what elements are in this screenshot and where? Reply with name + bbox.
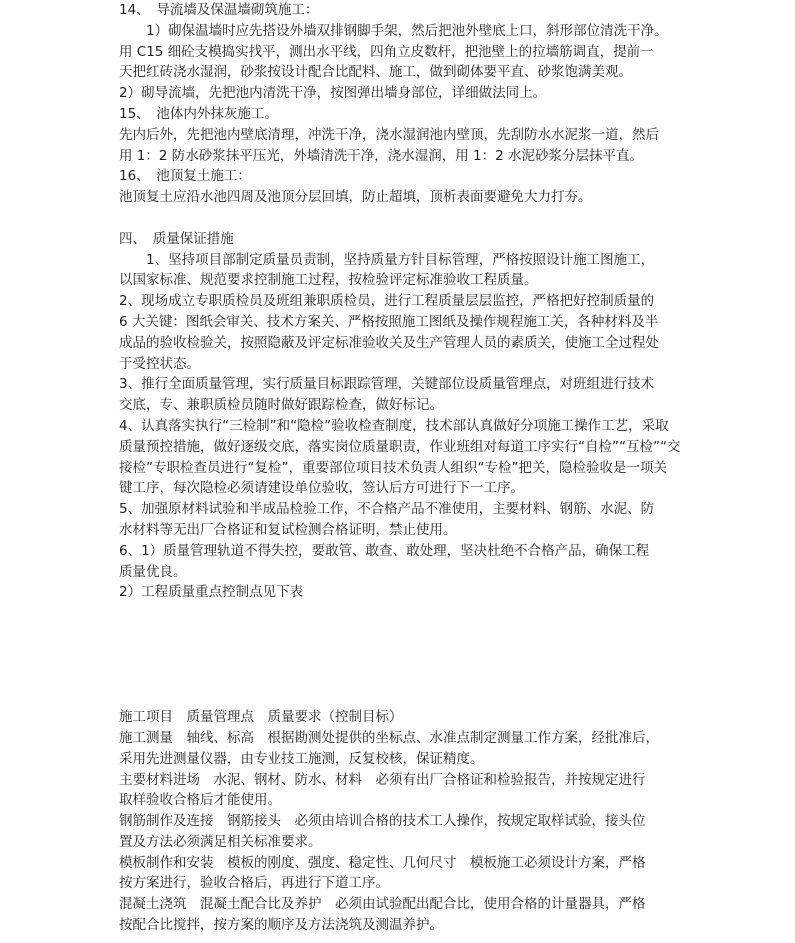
table-row: 按配合比搅拌，按方案的顺序及方法浇筑及测温养护。 — [119, 917, 443, 934]
paragraph-line: 5、加强原材料试验和半成品检验工作，不合格产品不准使用，主要材料、钢筋、水泥、防 — [119, 501, 655, 518]
paragraph-line: 2）工程质量重点控制点见下表 — [119, 584, 304, 601]
table-row: 钢筋制作及连接 钢筋接头 必须由培训合格的技术工人操作，按规定取样试验，接头位 — [119, 813, 646, 830]
table-row: 混凝土浇筑 混凝土配合比及养护 必须由试验配出配合比，使用合格的计量器具，严格 — [119, 896, 646, 913]
paragraph-line: 成品的验收检验关，按照隐蔽及评定标准验收关及生产管理人员的素质关，使施工全过程处 — [119, 334, 659, 351]
section-heading: 16、 池顶复土施工： — [119, 168, 251, 185]
paragraph-line: 先内后外，先把池内壁底清理，冲洗干净，浇水湿润池内壁顶，先刮防水水泥浆一道，然后 — [119, 126, 659, 143]
table-row: 模板制作和安装 模板的刚度、强度、稳定性、几何尺寸 模板施工必须设计方案，严格 — [119, 854, 646, 871]
section-heading: 14、 导流墙及保温墙砌筑施工： — [119, 2, 319, 18]
section-14 — [119, 0, 679, 104]
section-16 — [119, 166, 679, 208]
table-header: 施工项目 质量管理点 质量要求（控制目标） — [119, 709, 403, 726]
blank-spacer — [119, 208, 679, 229]
paragraph-line: 天把红砖浇水湿润，砂浆按设计配合比配料、施工，做到砌体要平直、砂浆饱满美观。 — [119, 64, 632, 81]
table-row: 按方案进行，验收合格后，再进行下道工序。 — [119, 875, 389, 892]
paragraph-line: 3、推行全面质量管理，实行质量目标跟踪管理，关键部位设质量管理点，对班组进行技术 — [119, 376, 655, 393]
paragraph-line: 用 1：2 防水砂浆抹平压光，外墙清洗干净，浇水湿润，用 1：2 水泥砂浆分层抹平直。 — [119, 147, 644, 164]
paragraph-line: 用 C15 细砼支模捣实找平，测出水平线，四角立皮数杆，把池壁上的拉墙筋调直，提前一 — [119, 43, 654, 60]
paragraph-line: 以国家标准、规范要求控制施工过程，按检验评定标准验收工程质量。 — [119, 272, 538, 289]
blank-spacer — [119, 603, 679, 707]
table-row: 取样验收合格后才能使用。 — [119, 792, 281, 809]
section-15 — [119, 104, 679, 166]
table-row: 主要材料进场 水泥、钢材、防水、材料 必须有出厂合格证和检验报告，并按规定进行 — [119, 771, 646, 788]
paragraph-line: 6 大关键：图纸会审关、技术方案关、严格按照施工图纸及操作规程施工关，各种材料及半 — [119, 313, 659, 330]
section-heading: 四、 质量保证措施 — [119, 230, 234, 247]
paragraph-line: 于受控状态。 — [119, 355, 200, 372]
paragraph-line: 键工序，每次隐检必须请建设单位验收，签认后方可进行下一工序。 — [119, 480, 524, 497]
paragraph-line: 6、1）质量管理轨道不得失控，要敢管、敢查、敢处理，坚决杜绝不合格产品，确保工程 — [119, 542, 650, 559]
paragraph-line: 水材料等无出厂合格证和复试检测合格证明，禁止使用。 — [119, 521, 457, 538]
paragraph-line: 2）砌导流墙，先把池内清洗干净，按图弹出墙身部位，详细做法同上。 — [119, 85, 547, 102]
table-row: 采用先进测量仪器，由专业技工施测，反复校核，保证精度。 — [119, 750, 484, 767]
section-heading: 15、 池体内外抹灰施工。 — [119, 105, 278, 122]
table-row: 置及方法必须满足相关标准要求。 — [119, 833, 322, 850]
document-body — [119, 0, 679, 936]
paragraph-line: 质量优良。 — [119, 563, 187, 580]
paragraph-line: 1）砌保温墙时应先搭设外墙双排钢脚手架，然后把池外壁底上口，斜形部位清洗干净。 — [119, 22, 668, 39]
table-row: 施工测量 轴线、标高 根据勘测处提供的坐标点、水准点制定测量工作方案，经批准后， — [119, 729, 659, 746]
quality-control-table — [119, 707, 679, 936]
paragraph-line: 2、现场成立专职质检员及班组兼职质检员，进行工程质量层层监控，严格把好控制质量的 — [119, 293, 655, 310]
paragraph-line: 1、坚持项目部制定质量员责制，坚持质量方针目标管理，严格按照设计施工图施工， — [119, 251, 655, 268]
quality-assurance-section — [119, 229, 679, 603]
paragraph-line: 池顶复土应沿水池四周及池顶分层回填，防止超填，顶析表面要避免大力打夯。 — [119, 189, 592, 206]
paragraph-line: 4、认真落实执行“三检制”和“隐检”验收检查制度，技术部认真做好分项施工操作工艺，采取 — [119, 417, 669, 434]
paragraph-line: 交底，专、兼职质检员随时做好跟踪检查，做好标记。 — [119, 397, 443, 414]
paragraph-line: 质量预控措施，做好逐级交底，落实岗位质量职责，作业班组对每道工序实行“自检”“互检”“交 — [119, 438, 681, 455]
paragraph-line: 接检”专职检查员进行“复检”，重要部位项目技术负责人组织“专检”把关，隐检验收是一项关 — [119, 459, 667, 476]
